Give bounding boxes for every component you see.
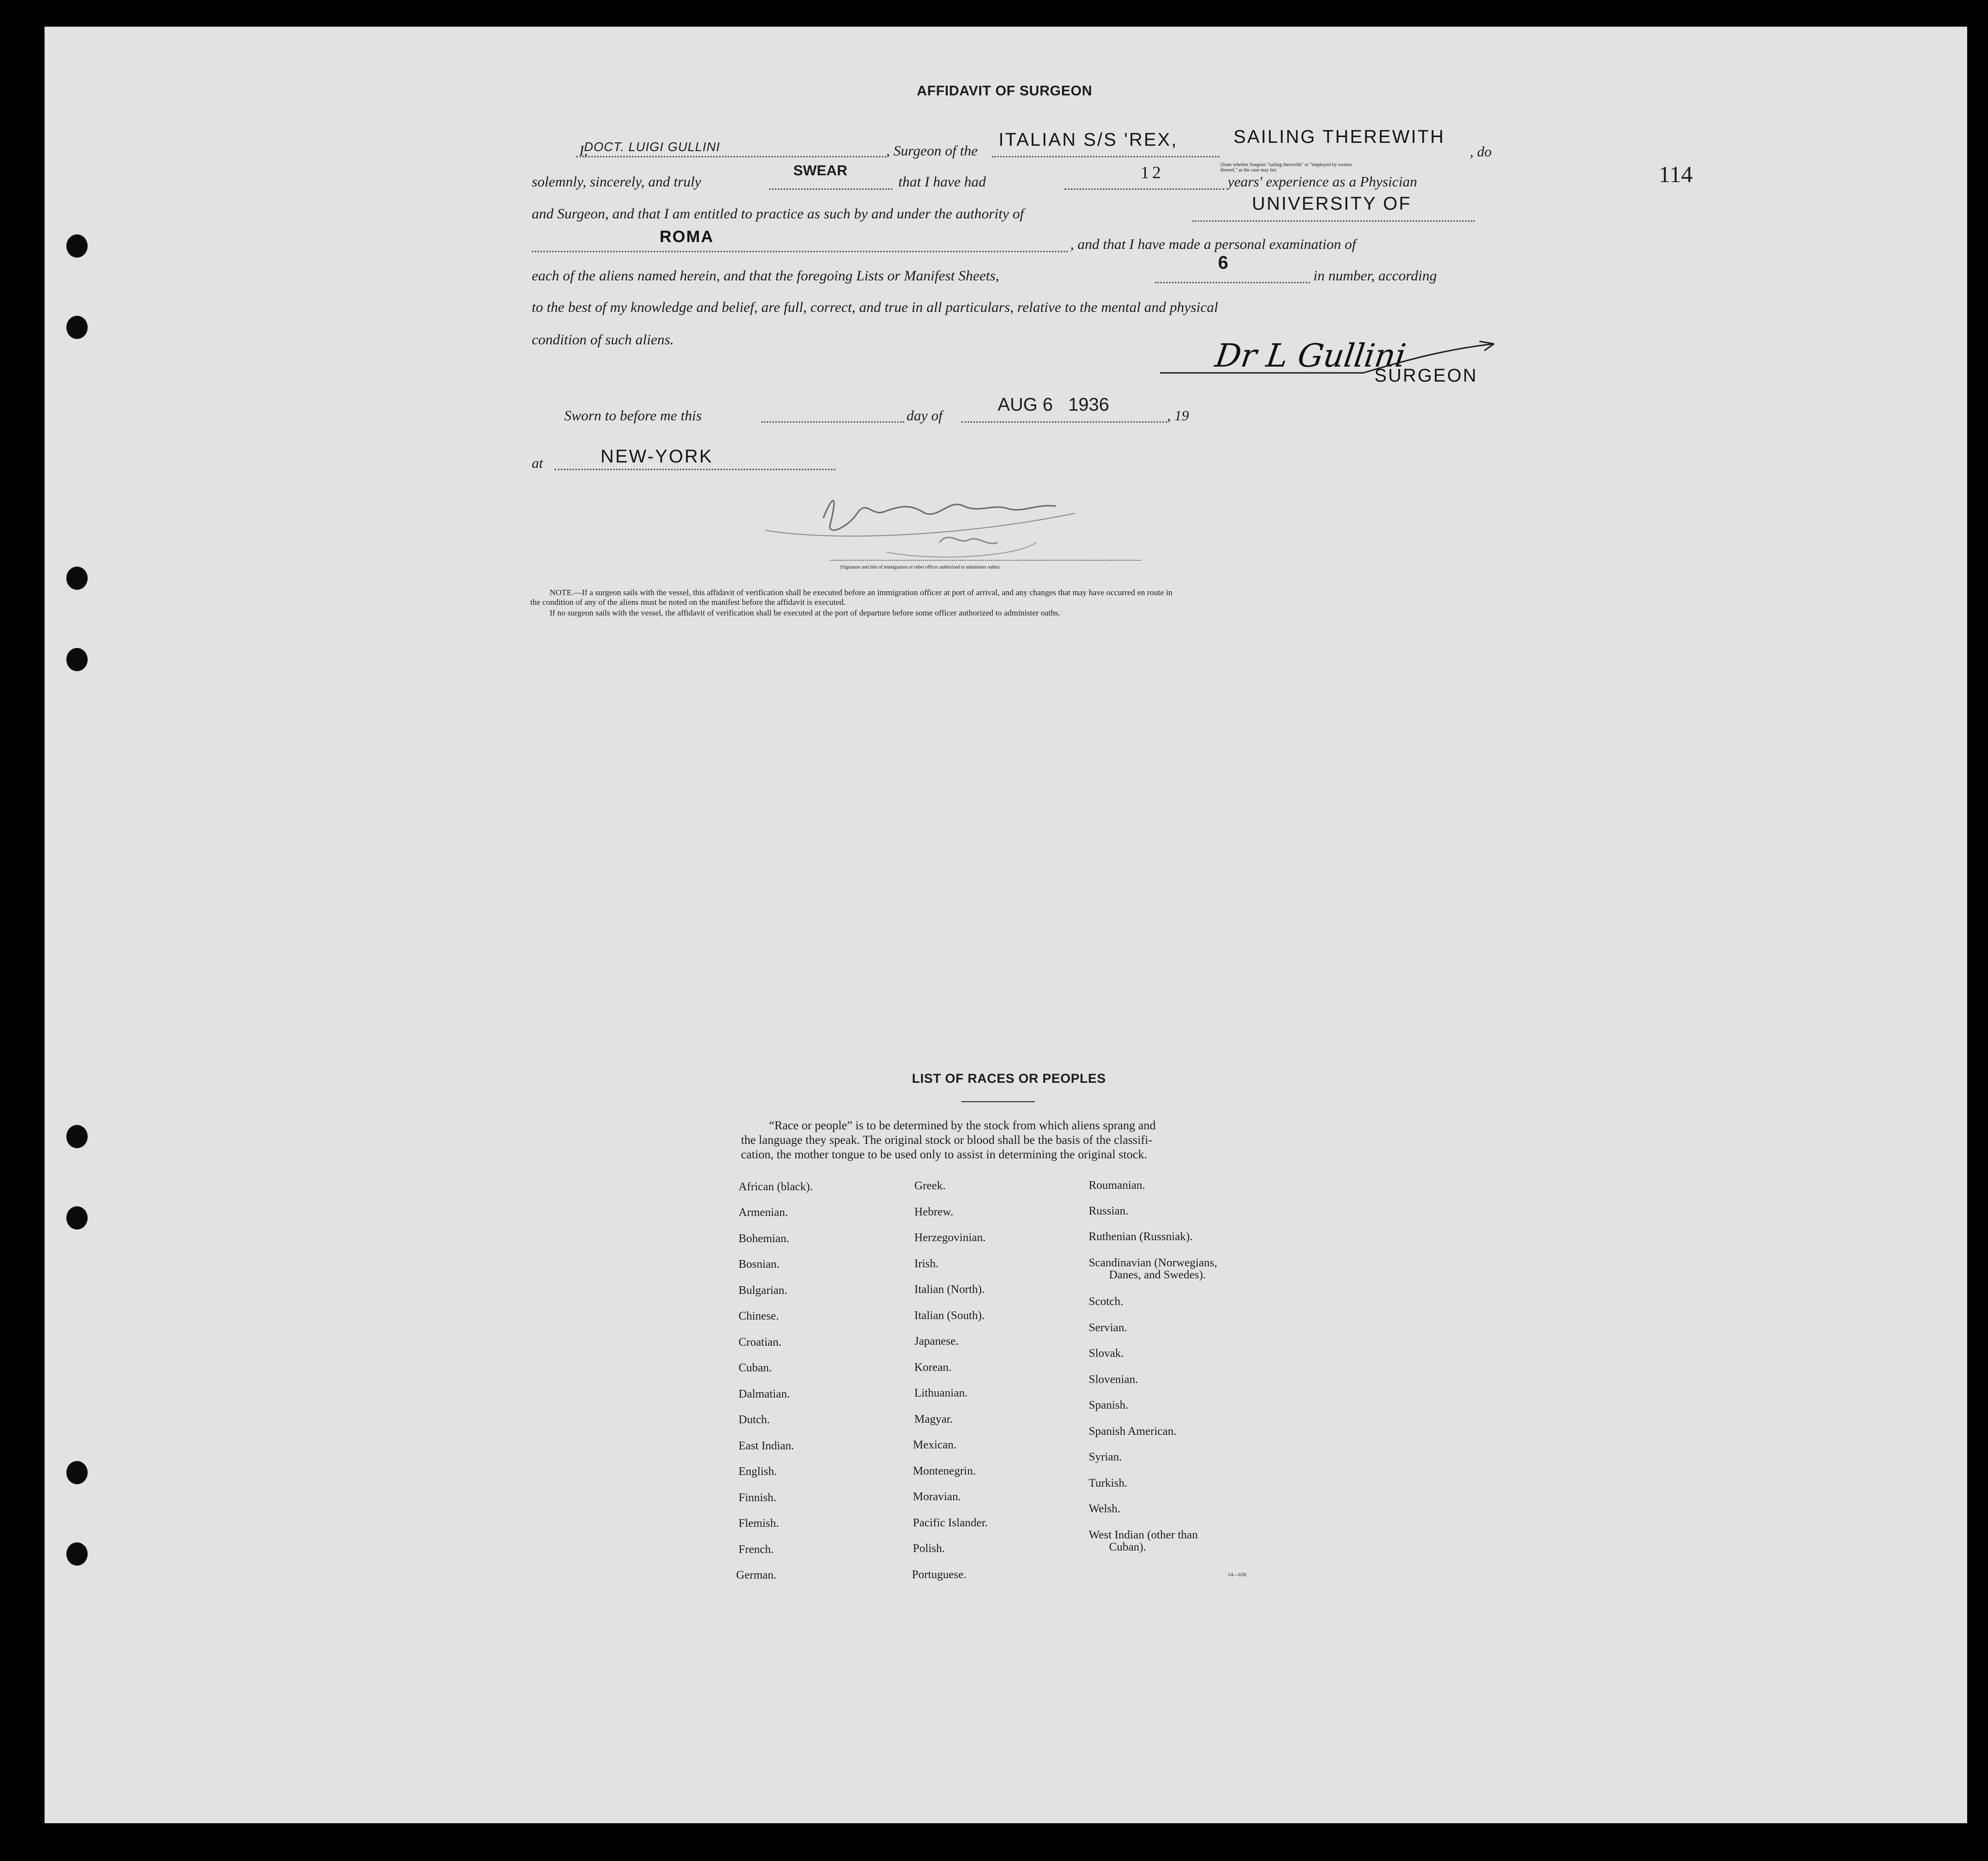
race-item: Dutch. xyxy=(739,1414,770,1426)
race-item: German. xyxy=(736,1569,777,1582)
state-whether-note: (State whether Surgeon "sailing therewith" or "employed by owners thereof," as the case may be) xyxy=(1220,162,1353,173)
dotted-line xyxy=(769,188,893,190)
document-page xyxy=(45,27,1967,1823)
races-intro-2: the language they speak. The original stock or blood shall be the basis of the classifi- xyxy=(741,1134,1153,1147)
race-item: Montenegrin. xyxy=(913,1465,976,1477)
race-item: East Indian. xyxy=(739,1440,794,1452)
races-intro-1: “Race or people” is to be determined by the stock from which aliens sprang and xyxy=(769,1119,1156,1132)
title-underline xyxy=(961,1101,1035,1102)
race-item: Italian (North). xyxy=(914,1283,985,1296)
race-item: Turkish. xyxy=(1089,1477,1127,1490)
do-label: , do xyxy=(1470,144,1492,160)
binder-hole xyxy=(66,1542,88,1566)
experience-label: years' experience as a Physician xyxy=(1228,174,1418,190)
note-line-1: NOTE.—If a surgeon sails with the vessel, this affidavit of verification shall be executed before an immigration officer at port of arrival, and any changes that may have occurred en route in xyxy=(550,588,1172,597)
race-item: Bohemian. xyxy=(739,1232,789,1245)
official-signature xyxy=(765,484,1075,562)
races-intro-3: cation, the mother tongue to be used only to assist in determining the original stock. xyxy=(741,1148,1147,1161)
affidavit-i: I, xyxy=(579,143,588,159)
dotted-line xyxy=(1064,188,1224,190)
dotted-line xyxy=(830,560,1141,561)
binder-hole xyxy=(66,648,88,671)
race-item: African (black). xyxy=(739,1181,813,1193)
race-item: Syrian. xyxy=(1089,1451,1122,1463)
page-number: 114 xyxy=(1659,162,1693,187)
surgeon-signature: Dr L Gullini xyxy=(1213,337,1408,374)
race-item: Armenian. xyxy=(739,1206,788,1219)
solemnly-label: solemnly, sincerely, and truly xyxy=(532,174,701,190)
oath-type: SWEAR xyxy=(793,163,848,179)
race-item: Spanish. xyxy=(1089,1399,1129,1412)
binder-hole xyxy=(66,234,88,258)
note-line-2: the condition of any of the aliens must be noted on the manifest before the affidavit is executed. xyxy=(530,598,846,607)
race-item: English. xyxy=(739,1465,777,1478)
race-item: Finnish. xyxy=(739,1492,777,1504)
race-item: Spanish American. xyxy=(1089,1425,1177,1438)
year-prefix: , 19 xyxy=(1167,408,1189,424)
race-item: Cuban). xyxy=(1109,1541,1146,1553)
ship-name: ITALIAN S/S 'REX, xyxy=(999,130,1178,150)
binder-hole xyxy=(66,1206,88,1230)
knowledge-label: to the best of my knowledge and belief, are full, correct, and true in all particulars, relative to the mental and physical xyxy=(532,299,1218,315)
dotted-line xyxy=(961,421,1167,423)
race-item: Bosnian. xyxy=(739,1258,780,1271)
race-item: Welsh. xyxy=(1089,1503,1121,1515)
race-item: Greek. xyxy=(914,1180,946,1192)
sheets-count: 6 xyxy=(1218,253,1229,273)
sheets-label: each of the aliens named herein, and that the foregoing Lists or Manifest Sheets, xyxy=(532,268,1000,284)
race-item: West Indian (other than xyxy=(1089,1529,1198,1541)
race-item: Pacific Islander. xyxy=(913,1517,988,1529)
race-item: Russian. xyxy=(1089,1205,1129,1217)
authority-line-1: UNIVERSITY OF xyxy=(1252,194,1412,214)
race-item: Scandinavian (Norwegians, xyxy=(1089,1257,1217,1269)
race-item: Chinese. xyxy=(739,1310,779,1323)
dotted-line xyxy=(576,156,886,157)
race-item: Magyar. xyxy=(914,1413,953,1426)
race-item: Slovak. xyxy=(1089,1347,1124,1360)
race-item: Cuban. xyxy=(739,1362,772,1374)
binder-hole xyxy=(66,567,88,590)
at-label: at xyxy=(532,455,543,471)
race-item: Italian (South). xyxy=(914,1309,985,1322)
race-item: Portuguese. xyxy=(912,1569,967,1581)
in-number-label: in number, according xyxy=(1313,268,1437,284)
race-item: Herzegovinian. xyxy=(914,1231,986,1244)
race-item: Dalmatian. xyxy=(739,1388,790,1400)
dotted-line xyxy=(992,156,1219,157)
race-item: Japanese. xyxy=(914,1335,959,1348)
place-name: NEW-YORK xyxy=(601,446,713,467)
sworn-label: Sworn to before me this xyxy=(564,408,702,424)
note-line-3: If no surgeon sails with the vessel, the affidavit of verification shall be executed at the port of departure before some officer authorized to administer oaths. xyxy=(550,608,1061,617)
date-stamp: AUG 6 1936 xyxy=(998,395,1110,415)
race-item: Hebrew. xyxy=(914,1206,954,1218)
examination-label: , and that I have made a personal examination of xyxy=(1070,236,1356,252)
official-signature-caption: (Signature and title of immigration or other officer authorized to administer oaths) xyxy=(840,565,1000,570)
race-item: Flemish. xyxy=(739,1517,779,1530)
form-number: 14—630 xyxy=(1228,1572,1247,1578)
binder-hole xyxy=(66,1125,88,1148)
race-item: Polish. xyxy=(913,1542,945,1555)
binder-hole xyxy=(66,316,88,339)
race-item: Danes, and Swedes). xyxy=(1109,1269,1206,1281)
condition-label: condition of such aliens. xyxy=(532,332,674,348)
dotted-line xyxy=(761,421,904,423)
race-item: Mexican. xyxy=(913,1439,956,1451)
race-item: Roumanian. xyxy=(1089,1179,1145,1192)
race-item: Servian. xyxy=(1089,1322,1127,1334)
race-item: Irish. xyxy=(914,1258,939,1270)
race-item: French. xyxy=(739,1543,774,1556)
dotted-line xyxy=(1192,220,1475,222)
have-had-label: that I have had xyxy=(898,174,986,190)
race-item: Croatian. xyxy=(739,1336,782,1349)
race-item: Korean. xyxy=(914,1361,952,1374)
race-item: Lithuanian. xyxy=(914,1387,968,1400)
race-item: Ruthenian (Russniak). xyxy=(1089,1230,1193,1243)
dotted-line xyxy=(555,469,835,470)
affidavit-title: AFFIDAVIT OF SURGEON xyxy=(917,83,1093,99)
surgeon-name: DOCT. LUIGI GULLINI xyxy=(584,139,720,154)
races-title: LIST OF RACES OR PEOPLES xyxy=(912,1071,1106,1086)
race-item: Scotch. xyxy=(1089,1295,1124,1308)
years-value: 12 xyxy=(1140,163,1164,182)
sailing-status: SAILING THEREWITH xyxy=(1233,127,1445,147)
binder-hole xyxy=(66,1461,88,1484)
race-item: Slovenian. xyxy=(1089,1373,1138,1386)
dotted-line xyxy=(532,251,1068,252)
surgeon-of-label: , Surgeon of the xyxy=(886,143,978,159)
day-of-label: day of xyxy=(907,408,943,424)
authority-label: and Surgeon, and that I am entitled to practice as such by and under the authority of xyxy=(532,206,1024,222)
dotted-line xyxy=(1155,282,1310,283)
race-item: Bulgarian. xyxy=(739,1284,787,1297)
race-item: Moravian. xyxy=(913,1491,961,1503)
authority-line-2: ROMA xyxy=(660,228,714,246)
surgeon-label: SURGEON xyxy=(1374,366,1478,386)
